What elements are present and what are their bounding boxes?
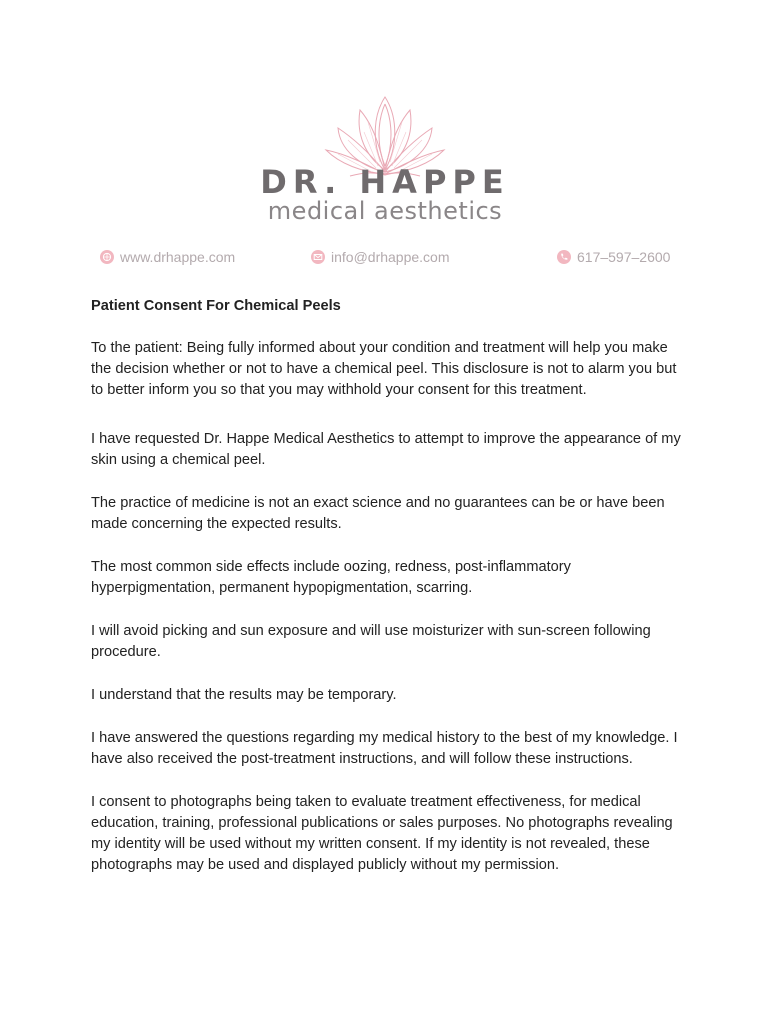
contact-website-text: www.drhappe.com (120, 249, 236, 265)
paragraph-request: I have requested Dr. Happe Medical Aesthetics to attempt to improve the appearance of my skin using a chemical peel. (91, 431, 681, 468)
contact-phone[interactable] (557, 247, 670, 267)
contact-email-text: info@drhappe.com (331, 249, 450, 265)
contact-website[interactable] (100, 247, 235, 267)
paragraph-no-guarantee: The practice of medicine is not an exact science and no guarantees can be or have been made concerning the expected results. (91, 495, 665, 532)
mail-icon (311, 250, 325, 264)
contact-phone-text: 617–597–2600 (577, 249, 671, 265)
contact-email[interactable] (311, 247, 450, 267)
contact-bar (0, 247, 770, 269)
paragraph-aftercare: I will avoid picking and sun exposure and will use moisturizer with sun-screen following procedure. (91, 623, 651, 660)
web-icon (100, 250, 114, 264)
paragraph-history: I have answered the questions regarding my medical history to the best of my knowledge. I have also received the post-treatment instructions, and will follow these instructions. (91, 730, 678, 767)
document-title: Patient Consent For Chemical Peels (91, 298, 341, 314)
brand-subtitle: medical aesthetics (267, 197, 503, 225)
document-body (91, 296, 691, 898)
paragraph-photographs: I consent to photographs being taken to evaluate treatment effectiveness, for medical education, training, professional publications or sales purposes. No photographs revealing my identity will be used without my written consent. If my identity is not revealed, these photographs may be used and displayed publicly without my permission. (91, 794, 673, 873)
brand-logo (0, 92, 770, 232)
paragraph-intro: To the patient: Being fully informed about your condition and treatment will help you make the decision whether or not to have a chemical peel. This disclosure is not to alarm you but to better inform you so that you may withhold your consent for this treatment. (91, 340, 677, 398)
paragraph-side-effects: The most common side effects include oozing, redness, post-inflammatory hyperpigmentation, permanent hypopigmentation, scarring. (91, 559, 571, 596)
phone-icon (557, 250, 571, 264)
paragraph-temporary: I understand that the results may be temporary. (91, 687, 397, 703)
brand-name: DR. HAPPE (260, 163, 510, 201)
